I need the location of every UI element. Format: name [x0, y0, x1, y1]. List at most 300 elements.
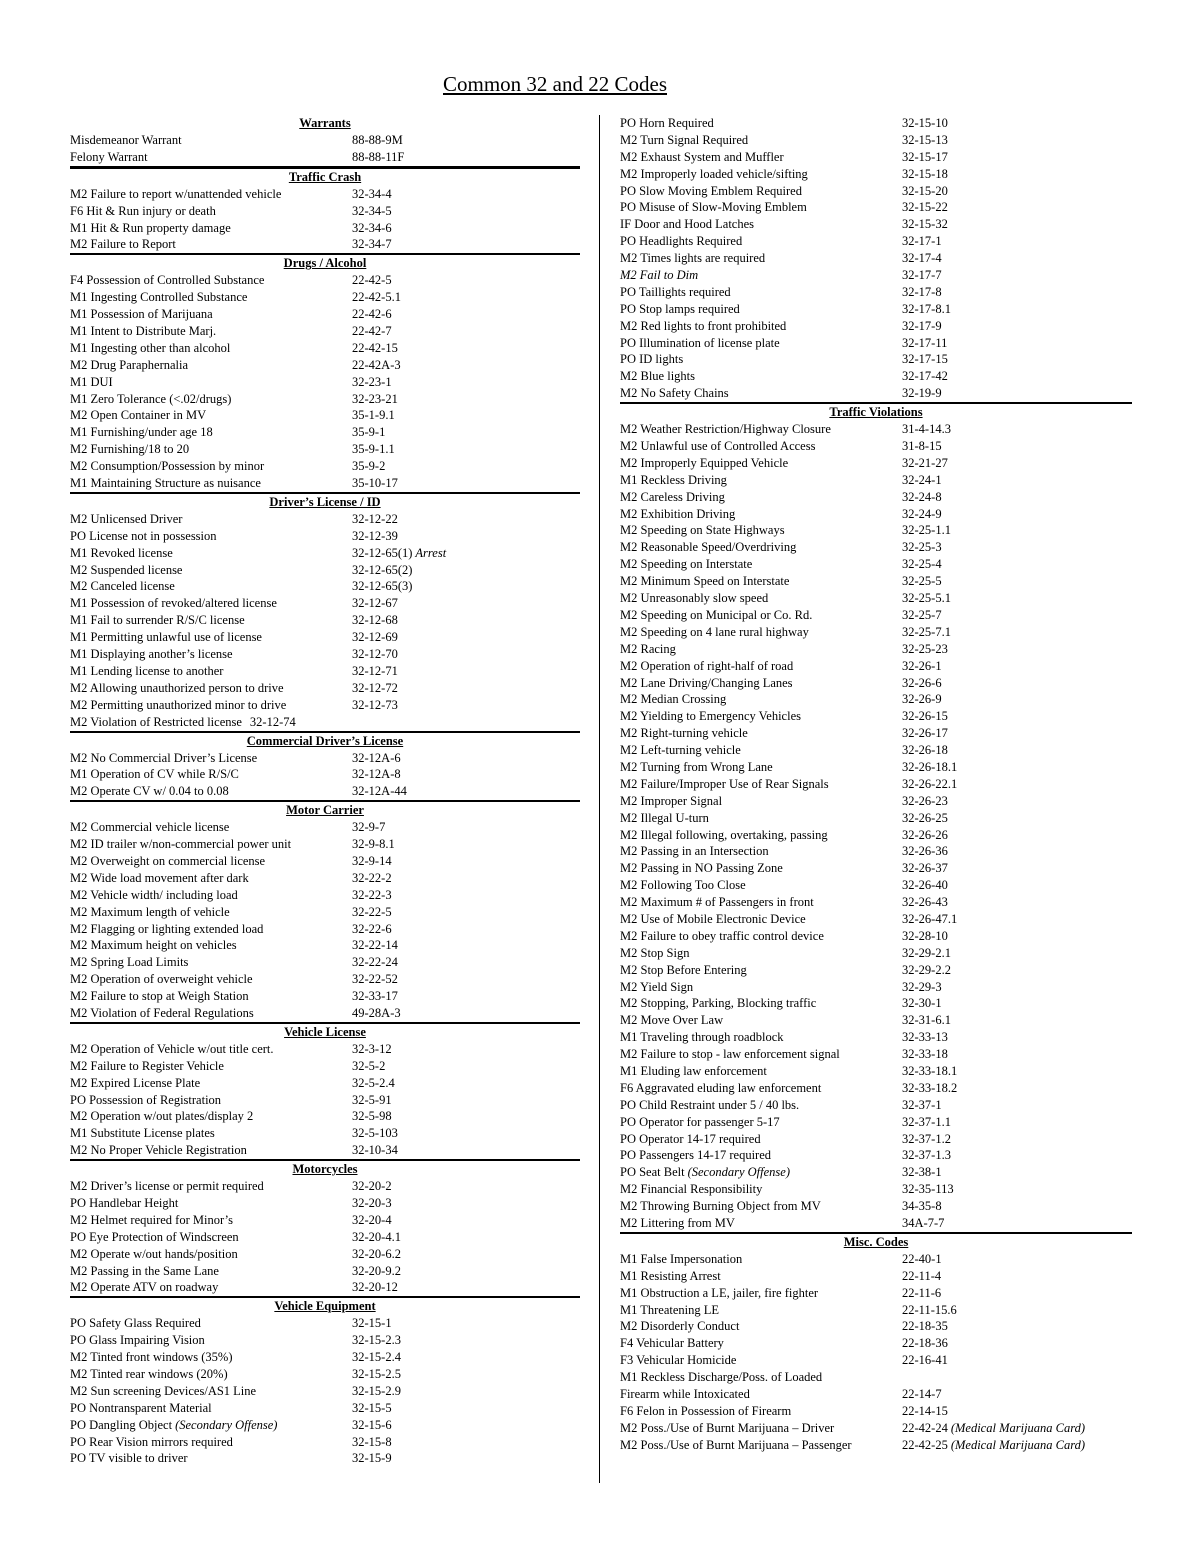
code-row [620, 1029, 1132, 1046]
code-row [620, 945, 1132, 962]
code-row [620, 1198, 1132, 1215]
statute-code: 32-26-9 [902, 692, 942, 707]
code-row [70, 441, 580, 458]
code-row [70, 750, 580, 767]
statute-code: 32-33-18.1 [902, 1063, 958, 1078]
code-row [70, 306, 580, 323]
statute-code: 32-15-1 [352, 1316, 392, 1331]
section-motor-carrier [70, 800, 580, 1022]
code-row [620, 641, 1132, 658]
statute-code: 32-26-23 [902, 793, 948, 808]
offense-description: PO Misuse of Slow-Moving Emblem [620, 200, 807, 215]
offense-description: M1 Reckless Discharge/Poss. of Loaded [620, 1370, 823, 1385]
statute-code: 49-28A-3 [352, 1005, 401, 1020]
offense-note: (Secondary Offense) [687, 1165, 790, 1180]
statute-code: 32-26-15 [902, 709, 948, 724]
offense-description: M2 Financial Responsibility [620, 1182, 763, 1197]
statute-code: 32-26-36 [902, 844, 948, 859]
code-row [620, 1164, 1132, 1181]
code-row [620, 877, 1132, 894]
offense-description: M2 Spring Load Limits [70, 955, 189, 970]
code-row [620, 1386, 1132, 1403]
code-row [70, 220, 580, 237]
code-row [70, 1212, 580, 1229]
statute-code: 35-10-17 [352, 476, 398, 491]
statute-code: 32-15-2.3 [352, 1333, 401, 1348]
offense-description: M2 Failure to Report [70, 237, 176, 252]
section-vehicle-license [70, 1022, 580, 1159]
statute-code: 32-37-1.1 [902, 1114, 951, 1129]
offense-description: F6 Hit & Run injury or death [70, 203, 216, 218]
code-note: (Medical Marijuana Card) [950, 1420, 1086, 1435]
offense-description: M2 Poss./Use of Burnt Marijuana – Driver [620, 1420, 835, 1435]
offense-description: M2 Times lights are required [620, 251, 766, 266]
statute-code: 22-11-4 [902, 1268, 942, 1283]
statute-code: 32-30-1 [902, 996, 942, 1011]
code-row [620, 810, 1132, 827]
code-row [620, 166, 1132, 183]
offense-description: PO Safety Glass Required [70, 1316, 201, 1331]
code-row [70, 374, 580, 391]
code-row [620, 1285, 1132, 1302]
offense-description: M1 Possession of Marijuana [70, 307, 213, 322]
offense-description: M2 Right-turning vehicle [620, 726, 748, 741]
statute-code: 32-20-12 [352, 1280, 398, 1295]
offense-description: M2 Minimum Speed on Interstate [620, 574, 790, 589]
statute-code: 32-5-2.4 [352, 1075, 395, 1090]
statute-code: 35-9-1 [352, 425, 386, 440]
section-heading: Traffic Crash [288, 169, 362, 184]
statute-code: 32-12-72 [352, 680, 398, 695]
offense-description: M2 Improperly loaded vehicle/sifting [620, 166, 808, 181]
statute-code: 32-17-42 [902, 369, 948, 384]
code-row [620, 132, 1132, 149]
statute-code: 22-42-5 [352, 273, 392, 288]
offense-description: M2 Fail to Dim [620, 268, 699, 283]
code-row [620, 472, 1132, 489]
statute-code: 32-12-65(2) [352, 562, 413, 577]
statute-code: 32-21-27 [902, 455, 948, 470]
statute-code: 32-29-3 [902, 979, 942, 994]
section-heading: Commercial Driver’s License [246, 733, 404, 748]
offense-description: PO Handlebar Height [70, 1195, 179, 1210]
statute-code: 32-5-91 [352, 1092, 392, 1107]
code-row [620, 522, 1132, 539]
code-row [70, 1400, 580, 1417]
code-row [620, 438, 1132, 455]
statute-code: 32-22-14 [352, 938, 398, 953]
offense-description: IF Door and Hood Latches [620, 217, 754, 232]
code-row [70, 1246, 580, 1263]
offense-description: PO Rear Vision mirrors required [70, 1434, 233, 1449]
code-row [620, 573, 1132, 590]
statute-code: 32-3-12 [352, 1041, 392, 1056]
code-row [620, 455, 1132, 472]
offense-description: M2 Operation of Vehicle w/out title cert. [70, 1041, 274, 1056]
offense-description: M2 Operation of overweight vehicle [70, 972, 253, 987]
code-row [620, 183, 1132, 200]
offense-description: M2 Passing in an Intersection [620, 844, 769, 859]
offense-description: M1 Obstruction a LE, jailer, fire fighter [620, 1285, 819, 1300]
code-row [70, 646, 580, 663]
offense-description: PO Slow Moving Emblem Required [620, 183, 802, 198]
offense-description: M1 Furnishing/under age 18 [70, 425, 213, 440]
code-row [620, 995, 1132, 1012]
section-vehicle-equipment [70, 1296, 580, 1467]
offense-description: M2 Overweight on commercial license [70, 853, 266, 868]
offense-description: M2 Permitting unauthorized minor to drive [70, 697, 287, 712]
code-row [70, 766, 580, 783]
offense-description: Firearm while Intoxicated [620, 1387, 750, 1402]
code-row [620, 335, 1132, 352]
offense-description: PO Taillights required [620, 284, 731, 299]
code-row [70, 1349, 580, 1366]
code-row [70, 1263, 580, 1280]
offense-description: M2 Vehicle width/ including load [70, 887, 238, 902]
statute-code: 32-17-8 [902, 284, 942, 299]
statute-code: 32-15-17 [902, 149, 948, 164]
statute-code: 32-31-6.1 [902, 1013, 951, 1028]
offense-description: M2 Unreasonably slow speed [620, 591, 769, 606]
statute-code: 32-5-98 [352, 1109, 392, 1124]
offense-description: M2 Unlicensed Driver [70, 511, 183, 526]
statute-code: 32-17-15 [902, 352, 948, 367]
offense-description: M2 Suspended license [70, 562, 183, 577]
statute-code: 22-42-25 (Medical Marijuana Card) [902, 1437, 1086, 1452]
offense-description: M2 Open Container in MV [70, 408, 207, 423]
offense-description: M1 Intent to Distribute Marj. [70, 324, 217, 339]
statute-code: 32-12-65(1) Arrest [352, 545, 447, 560]
statute-code: 32-25-3 [902, 540, 942, 555]
code-row [620, 843, 1132, 860]
statute-code: 32-15-10 [902, 116, 948, 130]
statute-code: 32-37-1.3 [902, 1148, 951, 1163]
statute-code: 32-15-20 [902, 183, 948, 198]
offense-description: M2 Racing [620, 641, 676, 656]
offense-description: M1 Fail to surrender R/S/C license [70, 613, 245, 628]
offense-description: M2 Consumption/Possession by minor [70, 459, 265, 474]
code-row [70, 1450, 580, 1467]
statute-code: 32-20-4 [352, 1212, 392, 1227]
code-row [620, 928, 1132, 945]
offense-description: M2 Violation of Restricted license 32-12-74 [70, 714, 296, 729]
code-row [620, 1420, 1132, 1437]
offense-description: F6 Aggravated eluding law enforcement [620, 1080, 822, 1095]
code-row [620, 979, 1132, 996]
statute-code: 88-88-9M [352, 133, 403, 147]
statute-code: 32-25-7.1 [902, 624, 951, 639]
offense-description: M1 Displaying another’s license [70, 647, 233, 662]
code-row [620, 250, 1132, 267]
code-row [70, 988, 580, 1005]
offense-description: M1 Resisting Arrest [620, 1268, 721, 1283]
code-row [620, 1318, 1132, 1335]
code-row [70, 272, 580, 289]
section-warrants [70, 115, 580, 167]
statute-code: 32-17-9 [902, 318, 942, 333]
offense-description: M2 No Commercial Driver’s License [70, 750, 258, 765]
code-row [70, 1417, 580, 1434]
statute-code: 32-15-8 [352, 1434, 392, 1449]
offense-description: PO Operator 14-17 required [620, 1131, 761, 1146]
code-row [70, 186, 580, 203]
statute-code: 32-12A-6 [352, 750, 401, 765]
statute-code: 32-24-8 [902, 489, 942, 504]
offense-description: M2 Expired License Plate [70, 1075, 201, 1090]
code-row [70, 697, 580, 714]
statute-code: 32-26-22.1 [902, 776, 958, 791]
offense-description: PO Seat Belt (Secondary Offense) [620, 1165, 790, 1180]
statute-code: 32-25-1.1 [902, 523, 951, 538]
offense-description: M2 Commercial vehicle license [70, 820, 230, 835]
statute-code: 22-42A-3 [352, 357, 401, 372]
code-row [70, 1092, 580, 1109]
code-row [620, 962, 1132, 979]
offense-description: M1 Revoked license [70, 545, 173, 560]
statute-code: 22-14-15 [902, 1403, 948, 1418]
code-row [620, 1268, 1132, 1285]
offense-description: M2 Poss./Use of Burnt Marijuana – Passenger [620, 1437, 852, 1452]
statute-code: 32-37-1.2 [902, 1131, 951, 1146]
statute-code: 31-4-14.3 [902, 422, 951, 437]
section-continued [620, 115, 1132, 402]
code-row [620, 911, 1132, 928]
section-heading: Warrants [299, 116, 351, 130]
code-row [620, 1181, 1132, 1198]
statute-code: 32-15-13 [902, 132, 948, 147]
code-row [70, 149, 580, 167]
statute-code: 88-88-11F [352, 149, 405, 164]
offense-description: M2 Turn Signal Required [620, 132, 749, 147]
statute-code: 32-28-10 [902, 928, 948, 943]
offense-description: M2 ID trailer w/non-commercial power unit [70, 837, 292, 852]
code-row [70, 1195, 580, 1212]
offense-description: M2 Littering from MV [620, 1216, 735, 1230]
statute-code: 32-20-3 [352, 1195, 392, 1210]
statute-code: 22-18-35 [902, 1319, 948, 1334]
code-row [70, 424, 580, 441]
code-row [70, 340, 580, 357]
offense-description: M2 Left-turning vehicle [620, 743, 741, 758]
code-row [620, 1369, 1132, 1386]
offense-description: M2 Failure to obey traffic control device [620, 928, 824, 943]
right-column [620, 115, 1132, 1454]
offense-description: M2 Tinted rear windows (20%) [70, 1367, 228, 1381]
statute-code: 32-25-5.1 [902, 591, 951, 606]
code-row [70, 595, 580, 612]
section-heading: Vehicle Equipment [274, 1299, 376, 1314]
code-row [620, 725, 1132, 742]
statute-code: 32-34-7 [352, 237, 392, 252]
code-row [70, 904, 580, 921]
code-row [620, 1302, 1132, 1319]
statute-code: 32-26-26 [902, 827, 948, 842]
offense-description: M1 Maintaining Structure as nuisance [70, 476, 261, 491]
offense-description: M2 Maximum height on vehicles [70, 938, 237, 953]
code-row [70, 853, 580, 870]
offense-description: M2 Lane Driving/Changing Lanes [620, 675, 793, 690]
statute-code: 32-29-2.1 [902, 945, 951, 960]
offense-description: M2 Throwing Burning Object from MV [620, 1199, 821, 1214]
statute-code: 32-19-9 [902, 386, 942, 401]
code-row [620, 1012, 1132, 1029]
code-row [620, 1215, 1132, 1232]
offense-description: M2 Improperly Equipped Vehicle [620, 455, 789, 470]
code-row [620, 1063, 1132, 1080]
statute-code: 32-22-3 [352, 887, 392, 902]
code-row [620, 827, 1132, 844]
statute-code: 32-24-9 [902, 506, 942, 521]
offense-description: PO Possession of Registration [70, 1092, 222, 1107]
code-row [620, 708, 1132, 725]
offense-description: PO Eye Protection of Windscreen [70, 1229, 239, 1244]
section-misc-codes [620, 1232, 1132, 1454]
code-row [620, 1131, 1132, 1148]
statute-code: 32-20-4.1 [352, 1229, 401, 1244]
offense-description: F4 Vehicular Battery [620, 1336, 724, 1351]
offense-description: M2 Driver’s license or permit required [70, 1179, 264, 1194]
offense-description: M2 Median Crossing [620, 692, 727, 707]
offense-description: M2 Use of Mobile Electronic Device [620, 911, 806, 926]
left-column [70, 115, 580, 1467]
code-row [620, 675, 1132, 692]
column-divider [599, 115, 600, 1483]
offense-description: M1 Threatening LE [620, 1302, 720, 1317]
offense-description: PO Glass Impairing Vision [70, 1333, 205, 1348]
offense-description: M1 Traveling through roadblock [620, 1030, 784, 1045]
statute-code: 32-9-7 [352, 820, 386, 835]
offense-description: PO TV visible to driver [70, 1451, 188, 1466]
code-row [70, 971, 580, 988]
offense-description: F4 Possession of Controlled Substance [70, 273, 265, 288]
code-row [70, 407, 580, 424]
code-row [620, 1147, 1132, 1164]
code-row [70, 714, 580, 731]
statute-code: 32-22-5 [352, 904, 392, 919]
offense-description: PO Passengers 14-17 required [620, 1148, 772, 1163]
offense-description: M2 Stop Sign [620, 945, 690, 960]
code-row [70, 528, 580, 545]
statute-code: 22-14-7 [902, 1387, 942, 1402]
code-row [620, 1335, 1132, 1352]
code-row [70, 1005, 580, 1022]
offense-description: M2 Failure to stop at Weigh Station [70, 989, 249, 1004]
offense-description: M2 Passing in NO Passing Zone [620, 861, 783, 876]
statute-code: 35-1-9.1 [352, 408, 395, 423]
code-row [70, 511, 580, 528]
statute-code: 32-12-68 [352, 613, 398, 628]
statute-code: 32-33-17 [352, 989, 398, 1004]
offense-description: M2 Speeding on Interstate [620, 557, 753, 572]
statute-code: 32-22-6 [352, 921, 392, 936]
code-row [70, 1125, 580, 1142]
offense-description: M2 Exhibition Driving [620, 506, 736, 521]
statute-code: 32-26-37 [902, 861, 948, 876]
code-row [620, 894, 1132, 911]
section-commercial-driver-s-license [70, 731, 580, 801]
statute-code: 22-11-15.6 [902, 1302, 957, 1317]
statute-code: 22-16-41 [902, 1353, 948, 1368]
offense-description: M2 Careless Driving [620, 489, 725, 504]
code-row [70, 1075, 580, 1092]
code-row [620, 318, 1132, 335]
offense-note: (Secondary Offense) [175, 1417, 278, 1432]
statute-code: 32-12-70 [352, 647, 398, 662]
offense-description: M2 Illegal following, overtaking, passing [620, 827, 828, 842]
statute-code: 32-20-2 [352, 1179, 392, 1194]
code-row [620, 860, 1132, 877]
statute-code: 32-15-2.5 [352, 1367, 401, 1381]
statute-code: 32-26-18.1 [902, 759, 958, 774]
statute-code: 32-25-7 [902, 607, 942, 622]
code-row [620, 759, 1132, 776]
code-row [620, 793, 1132, 810]
offense-description: M1 Ingesting Controlled Substance [70, 290, 248, 305]
statute-code: 32-12-71 [352, 663, 398, 678]
code-row [70, 1142, 580, 1159]
code-row [70, 629, 580, 646]
code-row [70, 1315, 580, 1332]
code-row [620, 742, 1132, 759]
page-title: Common 32 and 22 Codes [443, 72, 667, 96]
section-heading: Vehicle License [284, 1024, 366, 1039]
offense-description: M2 Illegal U-turn [620, 810, 709, 825]
section-heading: Motorcycles [292, 1162, 358, 1177]
offense-description: M1 Substitute License plates [70, 1126, 215, 1141]
statute-code: 32-33-18.2 [902, 1080, 958, 1095]
offense-description: PO Operator for passenger 5-17 [620, 1114, 780, 1129]
offense-description: M2 Tinted front windows (35%) [70, 1350, 233, 1365]
code-row [620, 368, 1132, 385]
statute-code: 32-37-1 [902, 1097, 942, 1112]
offense-description: M1 Hit & Run property damage [70, 220, 231, 235]
statute-code: 32-10-34 [352, 1143, 398, 1158]
statute-code: 32-12-69 [352, 630, 398, 645]
code-row [70, 1178, 580, 1195]
statute-code: 32-29-2.2 [902, 962, 951, 977]
offense-description: Misdemeanor Warrant [70, 133, 182, 147]
section-driver-s-license-id [70, 492, 580, 731]
code-row [620, 267, 1132, 284]
code-row [70, 612, 580, 629]
statute-code: 32-33-18 [902, 1047, 948, 1062]
offense-description: M1 Zero Tolerance (<.02/drugs) [70, 391, 232, 406]
statute-code: 32-25-5 [902, 574, 942, 589]
statute-code: 32-25-4 [902, 557, 942, 572]
statute-code: 32-34-4 [352, 186, 392, 201]
statute-code: 32-15-32 [902, 217, 948, 232]
offense-description: M2 Failure to report w/unattended vehicle [70, 186, 282, 201]
offense-description: M2 Stopping, Parking, Blocking traffic [620, 996, 817, 1011]
code-row [620, 1097, 1132, 1114]
code-row [620, 624, 1132, 641]
section-heading: Motor Carrier [286, 803, 364, 818]
offense-description: M2 Flagging or lighting extended load [70, 921, 264, 936]
offense-description: M1 Lending license to another [70, 663, 224, 678]
section-heading: Traffic Violations [829, 405, 923, 420]
offense-description: M2 Failure/Improper Use of Rear Signals [620, 776, 829, 791]
offense-description: F6 Felon in Possession of Firearm [620, 1403, 792, 1418]
offense-description: M2 Drug Paraphernalia [70, 357, 189, 372]
offense-description: M2 Speeding on 4 lane rural highway [620, 624, 809, 639]
code-row [620, 1080, 1132, 1097]
code-row [70, 289, 580, 306]
offense-description: M1 Operation of CV while R/S/C [70, 767, 239, 782]
offense-description: M2 Helmet required for Minor’s [70, 1212, 233, 1227]
statute-code: 32-34-5 [352, 203, 392, 218]
statute-code: 32-17-4 [902, 251, 942, 266]
offense-description: M2 Maximum length of vehicle [70, 904, 230, 919]
